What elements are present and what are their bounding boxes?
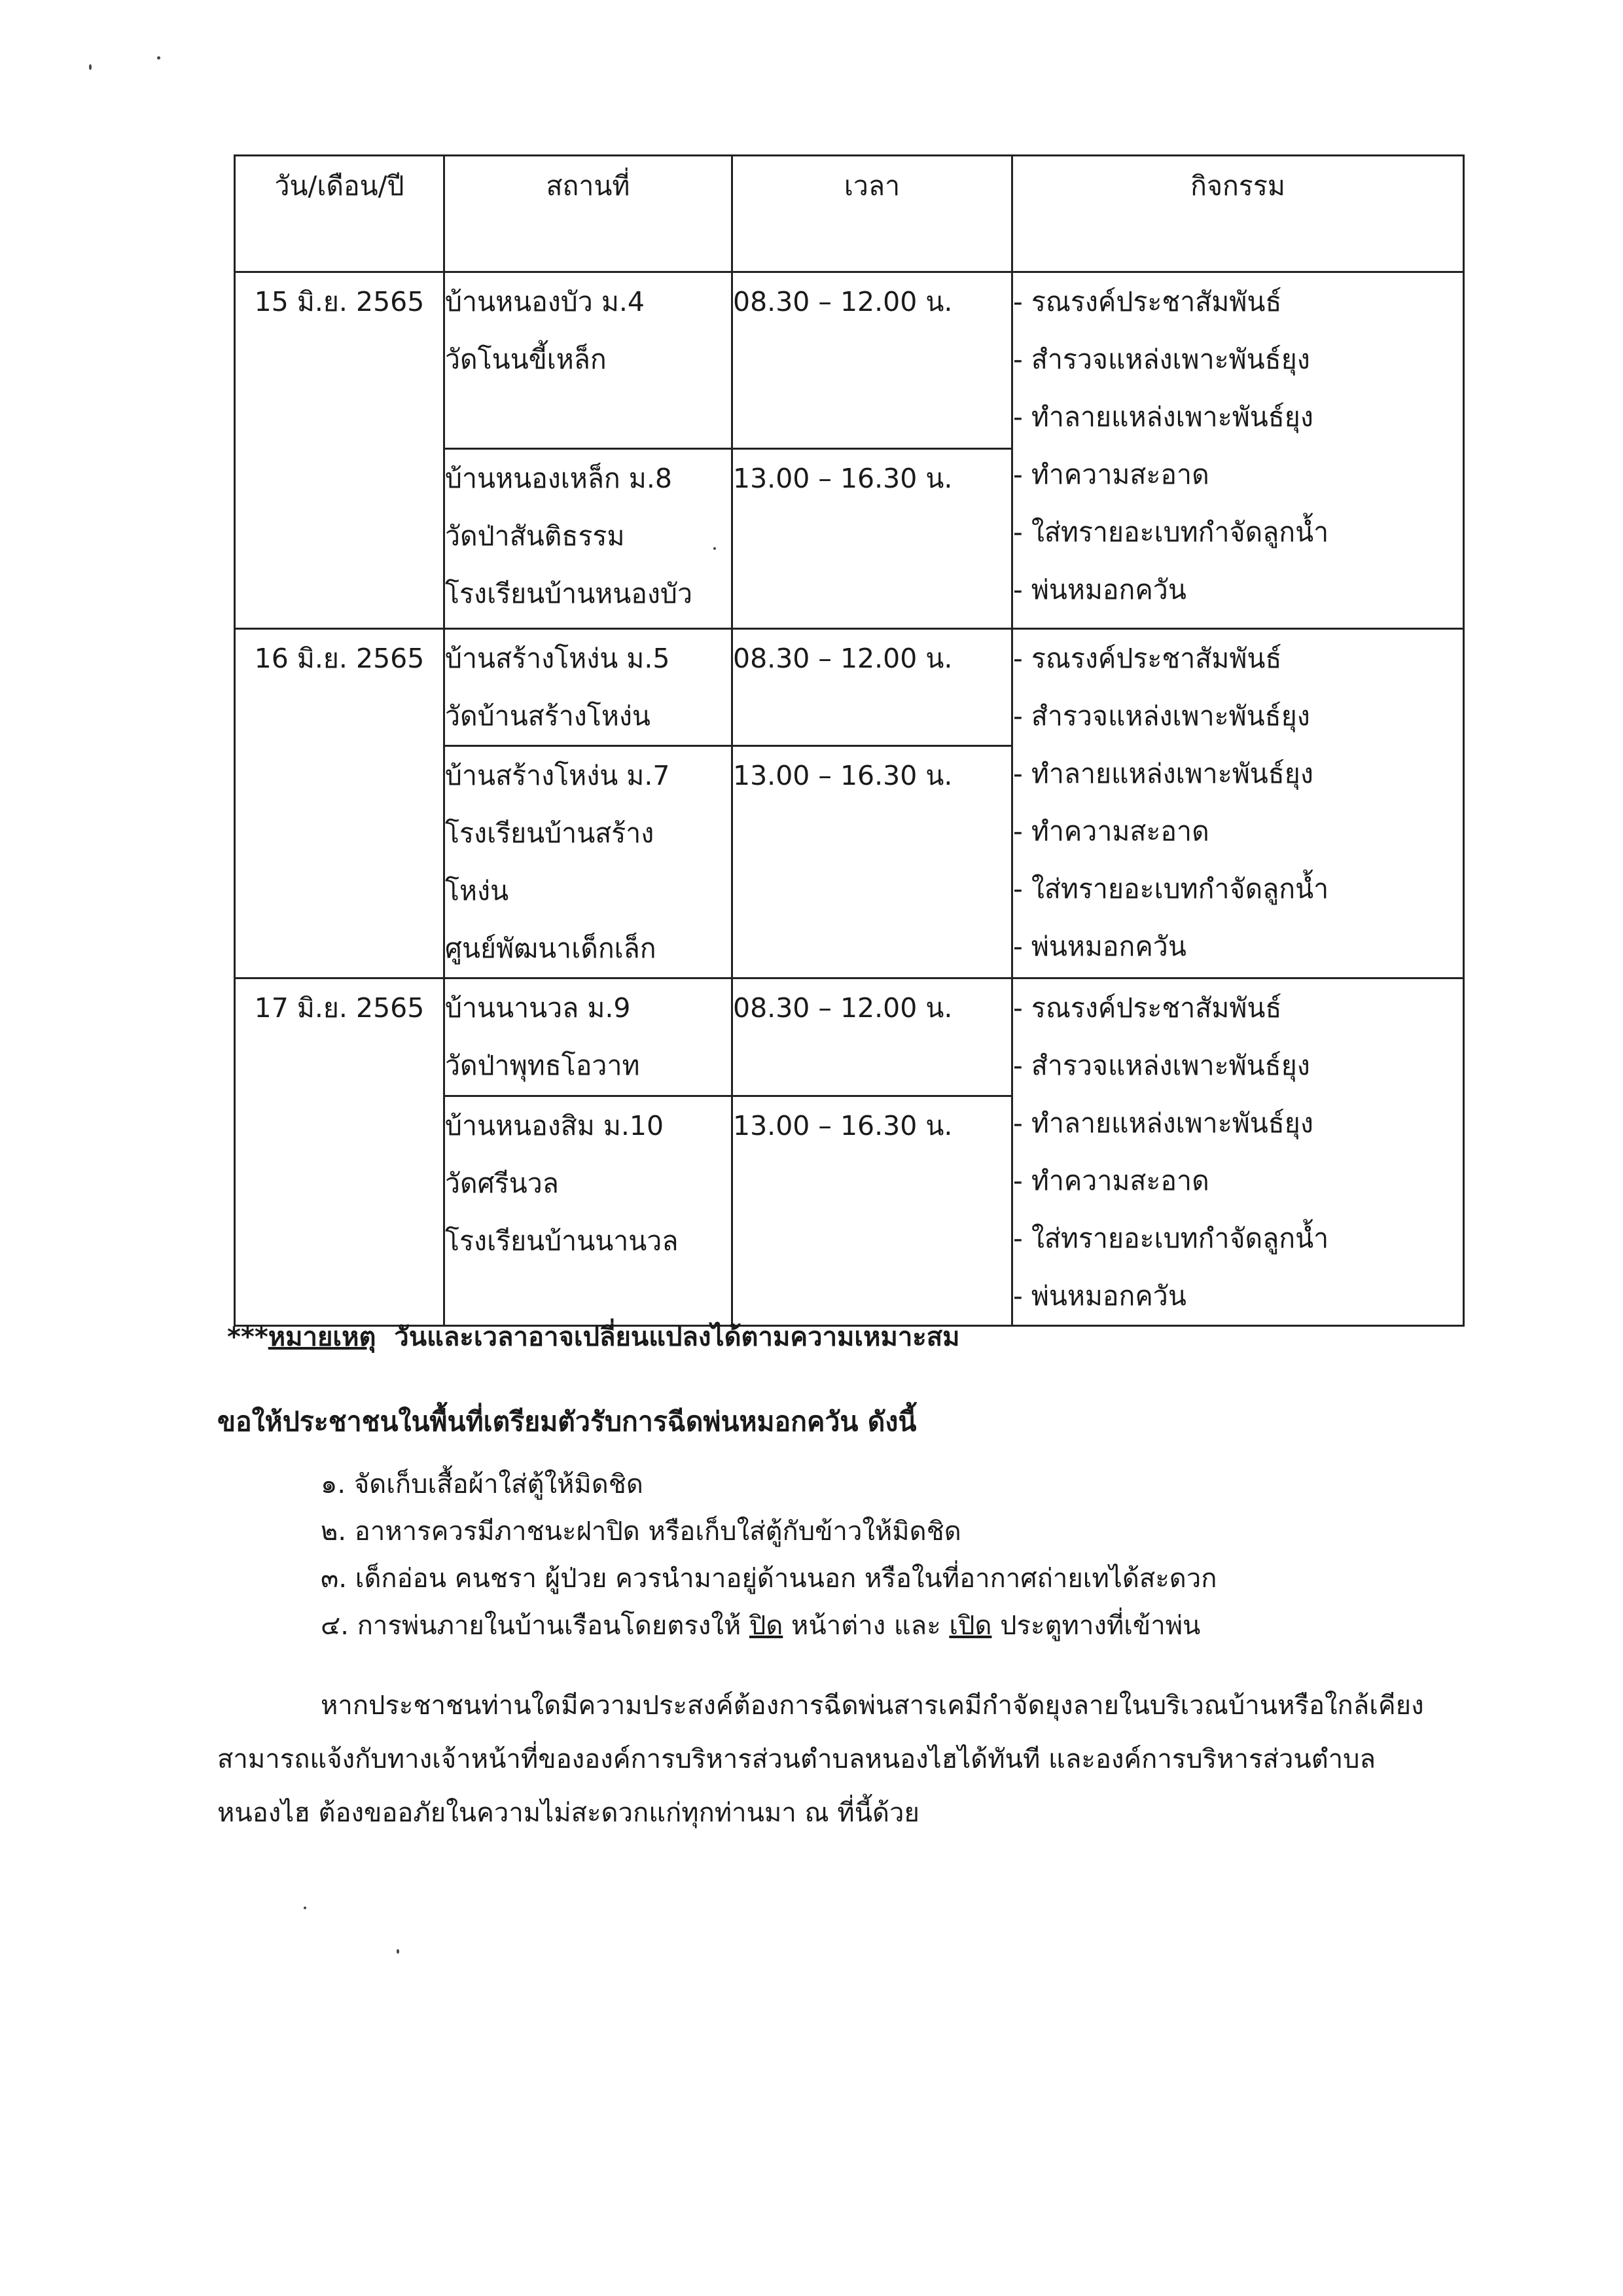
header-date: วัน/เดือน/ปี — [235, 156, 444, 272]
place-line: บ้านนานวล ม.9 — [445, 992, 631, 1024]
activity-item: - ทำลายแหล่งเพาะพันธ์ยุง — [1013, 401, 1313, 433]
place-line: บ้านหนองบัว ม.4 — [445, 286, 645, 317]
activity-item: - พ่นหมอกควัน — [1013, 931, 1186, 962]
place-line: บ้านหนองสิม ม.10 — [445, 1109, 664, 1141]
item4-closed: ปิด — [749, 1611, 783, 1641]
place-line: โรงเรียนบ้านสร้าง — [445, 817, 654, 849]
place-line: โหง่น — [445, 875, 509, 906]
time-cell: 13.00 – 16.30 น. — [732, 1096, 1012, 1325]
activity-item: - ทำความสะอาด — [1013, 459, 1209, 490]
activity-item: - รณรงค์ประชาสัมพันธ์ — [1013, 643, 1282, 674]
place-line: วัดศรีนวล — [445, 1167, 559, 1199]
activity-item: - สำรวจแหล่งเพาะพันธ์ยุง — [1013, 344, 1310, 375]
time-cell: 08.30 – 12.00 น. — [732, 629, 1012, 746]
place-line: วัดป่าสันติธรรม — [445, 520, 625, 552]
remark-note — [227, 1316, 960, 1357]
activity-item: - ทำความสะอาด — [1013, 816, 1209, 847]
activity-item: - ใส่ทรายอะเบทกำจัดลูกน้ำ — [1013, 873, 1329, 905]
table-row — [235, 629, 1464, 746]
place-cell — [444, 272, 732, 449]
activity-item: - สำรวจแหล่งเพาะพันธ์ยุง — [1013, 700, 1310, 732]
activity-item: - พ่นหมอกควัน — [1013, 574, 1186, 605]
table-row — [235, 978, 1464, 1096]
activity-item: - ทำลายแหล่งเพาะพันธ์ยุง — [1013, 1107, 1313, 1139]
closing-line: สามารถแจ้งกับทางเจ้าหน้าที่ขององค์การบริหารส่วนตำบลหนองไฮได้ทันที และองค์การบริหารส่วนตำบล — [217, 1744, 1376, 1774]
time-cell: 13.00 – 16.30 น. — [732, 746, 1012, 978]
date-cell: 15 มิ.ย. 2565 — [235, 272, 444, 629]
activity-item: - ใส่ทรายอะเบทกำจัดลูกน้ำ — [1013, 1223, 1329, 1254]
closing-line: หากประชาชนท่านใดมีความประสงค์ต้องการฉีดพ่นสารเคมีกำจัดยุงลายในบริเวณบ้านหรือใกล้เคียง — [321, 1691, 1424, 1721]
activity-item: - ทำลายแหล่งเพาะพันธ์ยุง — [1013, 758, 1313, 789]
activity-item: - ใส่ทรายอะเบทกำจัดลูกน้ำ — [1013, 516, 1329, 548]
item4-part2: หน้าต่าง และ — [783, 1611, 950, 1641]
list-item: ๒. อาหารควรมีภาชนะฝาปิด หรือเก็บใส่ตู้กับข้าวให้มิดชิด — [321, 1516, 961, 1547]
activity-item: - สำรวจแหล่งเพาะพันธ์ยุง — [1013, 1050, 1310, 1081]
time-cell: 08.30 – 12.00 น. — [732, 272, 1012, 449]
place-cell — [444, 746, 732, 978]
place-line: โรงเรียนบ้านหนองบัว — [445, 578, 692, 609]
item4-part1: ๔. การพ่นภายในบ้านเรือนโดยตรงให้ — [321, 1611, 749, 1641]
activity-cell — [1012, 272, 1464, 629]
header-place: สถานที่ — [444, 156, 732, 272]
list-item: ๓. เด็กอ่อน คนชรา ผู้ป่วย ควรนำมาอยู่ด้านนอก หรือในที่อากาศถ่ายเทได้สะดวก — [321, 1564, 1217, 1594]
time-cell: 13.00 – 16.30 น. — [732, 449, 1012, 629]
header-activity: กิจกรรม — [1012, 156, 1464, 272]
place-cell — [444, 978, 732, 1096]
date-cell: 17 มิ.ย. 2565 — [235, 978, 444, 1326]
activity-item: - รณรงค์ประชาสัมพันธ์ — [1013, 992, 1282, 1024]
activity-cell — [1012, 978, 1464, 1326]
item4-open: เปิด — [949, 1611, 992, 1641]
place-line: วัดโนนขี้เหล็ก — [445, 344, 607, 375]
schedule-table — [234, 154, 1465, 1327]
scan-speck — [157, 56, 160, 60]
place-line: วัดป่าพุทธโอวาท — [445, 1050, 640, 1081]
activity-item: - รณรงค์ประชาสัมพันธ์ — [1013, 286, 1282, 317]
place-line: บ้านสร้างโหง่น ม.5 — [445, 643, 670, 674]
activity-item: - ทำความสะอาด — [1013, 1165, 1209, 1196]
closing-paragraph — [217, 1679, 1480, 1840]
date-cell: 16 มิ.ย. 2565 — [235, 629, 444, 978]
scan-speck — [397, 1949, 399, 1954]
place-line: วัดบ้านสร้างโหง่น — [445, 700, 651, 732]
instructions-heading: ขอให้ประชาชนในพื้นที่เตรียมตัวรับการฉีดพ่นหมอกควัน ดังนี้ — [217, 1406, 917, 1437]
place-cell — [444, 629, 732, 746]
place-line: โรงเรียนบ้านนานวล — [445, 1225, 679, 1257]
remark-label: หมายเหตุ — [268, 1322, 376, 1352]
closing-line: หนองไฮ ต้องขออภัยในความไม่สะดวกแก่ทุกท่านมา ณ ที่นี้ด้วย — [217, 1798, 919, 1828]
activity-cell — [1012, 629, 1464, 978]
place-line: ศูนย์พัฒนาเด็กเล็ก — [445, 933, 656, 964]
scan-speck — [304, 1907, 306, 1909]
time-cell: 08.30 – 12.00 น. — [732, 978, 1012, 1096]
header-time: เวลา — [732, 156, 1012, 272]
scan-speck — [89, 64, 92, 70]
place-cell — [444, 1096, 732, 1325]
table-row — [235, 272, 1464, 449]
remark-prefix: *** — [227, 1322, 268, 1352]
place-cell — [444, 449, 732, 629]
instructions-list — [321, 1461, 1217, 1649]
list-item — [321, 1602, 1217, 1649]
remark-text: วันและเวลาอาจเปลี่ยนแปลงได้ตามความเหมาะสม — [394, 1322, 960, 1352]
table-header-row — [235, 156, 1464, 272]
item4-part3: ประตูทางที่เข้าพ่น — [991, 1611, 1201, 1641]
place-line: บ้านสร้างโหง่น ม.7 — [445, 760, 670, 791]
list-item: ๑. จัดเก็บเสื้อผ้าใส่ตู้ให้มิดชิด — [321, 1469, 643, 1499]
place-line: บ้านหนองเหล็ก ม.8 — [445, 463, 672, 494]
activity-item: - พ่นหมอกควัน — [1013, 1280, 1186, 1312]
